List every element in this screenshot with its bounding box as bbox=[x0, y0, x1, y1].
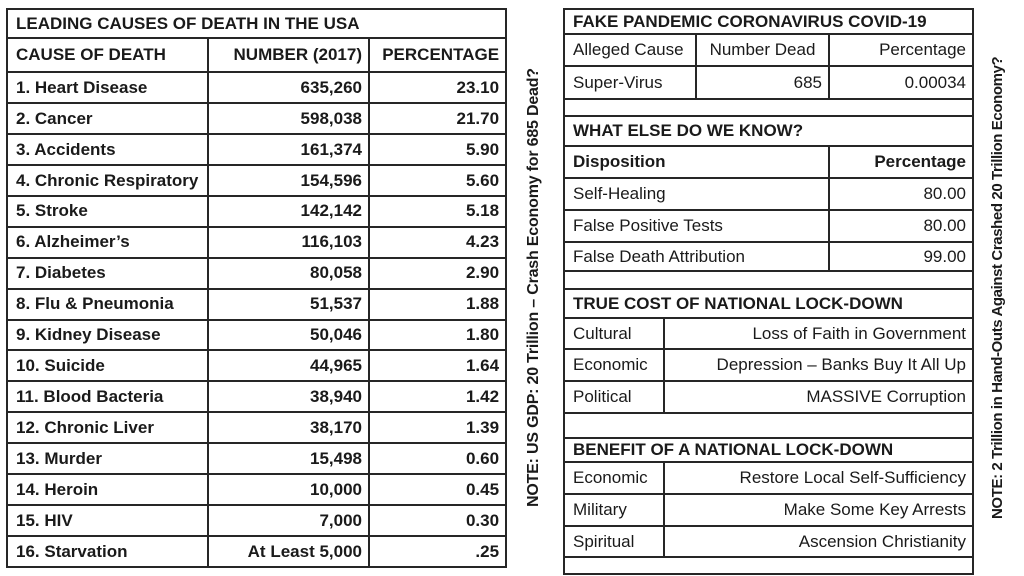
table-row bbox=[564, 210, 973, 242]
label-cell: False Death Attribution bbox=[564, 242, 829, 271]
label-cell: Military bbox=[564, 494, 664, 526]
value-cell: Depression – Banks Buy It All Up bbox=[664, 349, 973, 381]
label-cell: Spiritual bbox=[564, 526, 664, 557]
table-row bbox=[564, 526, 973, 557]
spacer-row bbox=[564, 99, 973, 116]
table-row bbox=[7, 412, 506, 443]
number-cell: 10,000 bbox=[208, 474, 369, 505]
cause-cell: 4. Chronic Respiratory bbox=[7, 165, 208, 196]
table-row bbox=[7, 196, 506, 227]
table-row bbox=[7, 72, 506, 103]
label-cell: Political bbox=[564, 381, 664, 413]
percentage-cell: 1.42 bbox=[369, 381, 506, 412]
number-cell: 15,498 bbox=[208, 443, 369, 474]
value-cell: 80.00 bbox=[829, 178, 973, 210]
spacer-cell bbox=[564, 413, 973, 438]
left-table-title: LEADING CAUSES OF DEATH IN THE USA bbox=[7, 9, 506, 38]
table-row bbox=[564, 242, 973, 271]
value-cell: MASSIVE Corruption bbox=[664, 381, 973, 413]
spacer-cell bbox=[564, 557, 973, 574]
cause-cell: 13. Murder bbox=[7, 443, 208, 474]
spacer-cell bbox=[564, 99, 973, 116]
value-cell: Loss of Faith in Government bbox=[664, 318, 973, 349]
table-row bbox=[7, 103, 506, 134]
col-header-number-dead: Number Dead bbox=[696, 34, 829, 66]
percentage-cell: 5.90 bbox=[369, 134, 506, 165]
covid-table-title: FAKE PANDEMIC CORONAVIRUS COVID-19 bbox=[564, 9, 973, 34]
cause-cell: 1. Heart Disease bbox=[7, 72, 208, 103]
percentage-cell: 21.70 bbox=[369, 103, 506, 134]
cause-cell: 9. Kidney Disease bbox=[7, 320, 208, 351]
number-cell: 38,940 bbox=[208, 381, 369, 412]
col-header-percentage: PERCENTAGE bbox=[369, 38, 506, 72]
table-row bbox=[564, 289, 973, 318]
number-cell: 685 bbox=[696, 66, 829, 99]
table-row bbox=[7, 320, 506, 351]
number-cell: 38,170 bbox=[208, 412, 369, 443]
benefit-table-title: BENEFIT OF A NATIONAL LOCK-DOWN bbox=[564, 438, 973, 462]
spacer-row bbox=[564, 557, 973, 574]
col-header-alleged-cause: Alleged Cause bbox=[564, 34, 696, 66]
table-row bbox=[7, 165, 506, 196]
cause-cell: 16. Starvation bbox=[7, 536, 208, 567]
know-table-title: WHAT ELSE DO WE KNOW? bbox=[564, 116, 973, 146]
table-row bbox=[7, 505, 506, 536]
table-row bbox=[564, 462, 973, 494]
table-row bbox=[7, 443, 506, 474]
percentage-cell: 5.18 bbox=[369, 196, 506, 227]
cause-cell: 11. Blood Bacteria bbox=[7, 381, 208, 412]
percentage-cell: .25 bbox=[369, 536, 506, 567]
table-row bbox=[564, 349, 973, 381]
number-cell: 51,537 bbox=[208, 289, 369, 320]
table-row bbox=[564, 178, 973, 210]
percentage-cell: 23.10 bbox=[369, 72, 506, 103]
number-cell: 142,142 bbox=[208, 196, 369, 227]
label-cell: Self-Healing bbox=[564, 178, 829, 210]
cause-cell: 14. Heroin bbox=[7, 474, 208, 505]
table-row bbox=[7, 350, 506, 381]
table-row bbox=[564, 494, 973, 526]
table-row bbox=[564, 146, 973, 178]
table-row bbox=[564, 34, 973, 66]
cause-cell: 2. Cancer bbox=[7, 103, 208, 134]
handouts-note-vertical-text: NOTE: 2 Trillion in Hand-Outs Against Crashed 20 Trillion Economy? bbox=[989, 56, 1006, 520]
leading-causes-table bbox=[6, 8, 507, 568]
cause-cell: 3. Accidents bbox=[7, 134, 208, 165]
table-row bbox=[564, 66, 973, 99]
number-cell: 161,374 bbox=[208, 134, 369, 165]
label-cell: Economic bbox=[564, 462, 664, 494]
cause-cell: 10. Suicide bbox=[7, 350, 208, 381]
value-cell: 99.00 bbox=[829, 242, 973, 271]
number-cell: 44,965 bbox=[208, 350, 369, 381]
cost-table-title: TRUE COST OF NATIONAL LOCK-DOWN bbox=[564, 289, 973, 318]
percentage-cell: 0.45 bbox=[369, 474, 506, 505]
gdp-crash-note-vertical-text: NOTE: US GDP: 20 Trillion – Crash Economy for 685 Dead? bbox=[525, 68, 542, 508]
spacer-row bbox=[564, 413, 973, 438]
number-cell: 116,103 bbox=[208, 227, 369, 258]
percentage-cell: 0.00034 bbox=[829, 66, 973, 99]
table-row bbox=[564, 116, 973, 146]
label-cell: False Positive Tests bbox=[564, 210, 829, 242]
number-cell: 635,260 bbox=[208, 72, 369, 103]
table-row bbox=[7, 474, 506, 505]
table-row bbox=[564, 9, 973, 34]
cause-cell: 8. Flu & Pneumonia bbox=[7, 289, 208, 320]
col-header-percentage: Percentage bbox=[829, 34, 973, 66]
percentage-cell: 4.23 bbox=[369, 227, 506, 258]
cause-cell: 15. HIV bbox=[7, 505, 208, 536]
percentage-cell: 1.80 bbox=[369, 320, 506, 351]
cause-cell: 6. Alzheimer’s bbox=[7, 227, 208, 258]
number-cell: At Least 5,000 bbox=[208, 536, 369, 567]
spacer-cell bbox=[564, 271, 973, 289]
col-header-percentage: Percentage bbox=[829, 146, 973, 178]
cause-cell: Super-Virus bbox=[564, 66, 696, 99]
table-row bbox=[7, 289, 506, 320]
table-row bbox=[564, 438, 973, 462]
percentage-cell: 0.60 bbox=[369, 443, 506, 474]
table-row bbox=[7, 38, 506, 72]
value-cell: Restore Local Self-Sufficiency bbox=[664, 462, 973, 494]
col-header-cause: CAUSE OF DEATH bbox=[7, 38, 208, 72]
percentage-cell: 1.39 bbox=[369, 412, 506, 443]
table-row bbox=[7, 227, 506, 258]
percentage-cell: 5.60 bbox=[369, 165, 506, 196]
covid-claims-table bbox=[563, 8, 974, 575]
number-cell: 50,046 bbox=[208, 320, 369, 351]
table-row bbox=[7, 381, 506, 412]
value-cell: Make Some Key Arrests bbox=[664, 494, 973, 526]
percentage-cell: 1.88 bbox=[369, 289, 506, 320]
table-row bbox=[564, 381, 973, 413]
value-cell: 80.00 bbox=[829, 210, 973, 242]
cause-cell: 7. Diabetes bbox=[7, 258, 208, 289]
table-row bbox=[7, 258, 506, 289]
percentage-cell: 2.90 bbox=[369, 258, 506, 289]
col-header-number: NUMBER (2017) bbox=[208, 38, 369, 72]
number-cell: 598,038 bbox=[208, 103, 369, 134]
percentage-cell: 0.30 bbox=[369, 505, 506, 536]
percentage-cell: 1.64 bbox=[369, 350, 506, 381]
table-row bbox=[564, 318, 973, 349]
label-cell: Cultural bbox=[564, 318, 664, 349]
number-cell: 154,596 bbox=[208, 165, 369, 196]
number-cell: 7,000 bbox=[208, 505, 369, 536]
spacer-row bbox=[564, 271, 973, 289]
table-row bbox=[7, 9, 506, 38]
table-row bbox=[7, 134, 506, 165]
cause-cell: 12. Chronic Liver bbox=[7, 412, 208, 443]
col-header-disposition: Disposition bbox=[564, 146, 829, 178]
cause-cell: 5. Stroke bbox=[7, 196, 208, 227]
table-row bbox=[7, 536, 506, 567]
number-cell: 80,058 bbox=[208, 258, 369, 289]
label-cell: Economic bbox=[564, 349, 664, 381]
value-cell: Ascension Christianity bbox=[664, 526, 973, 557]
